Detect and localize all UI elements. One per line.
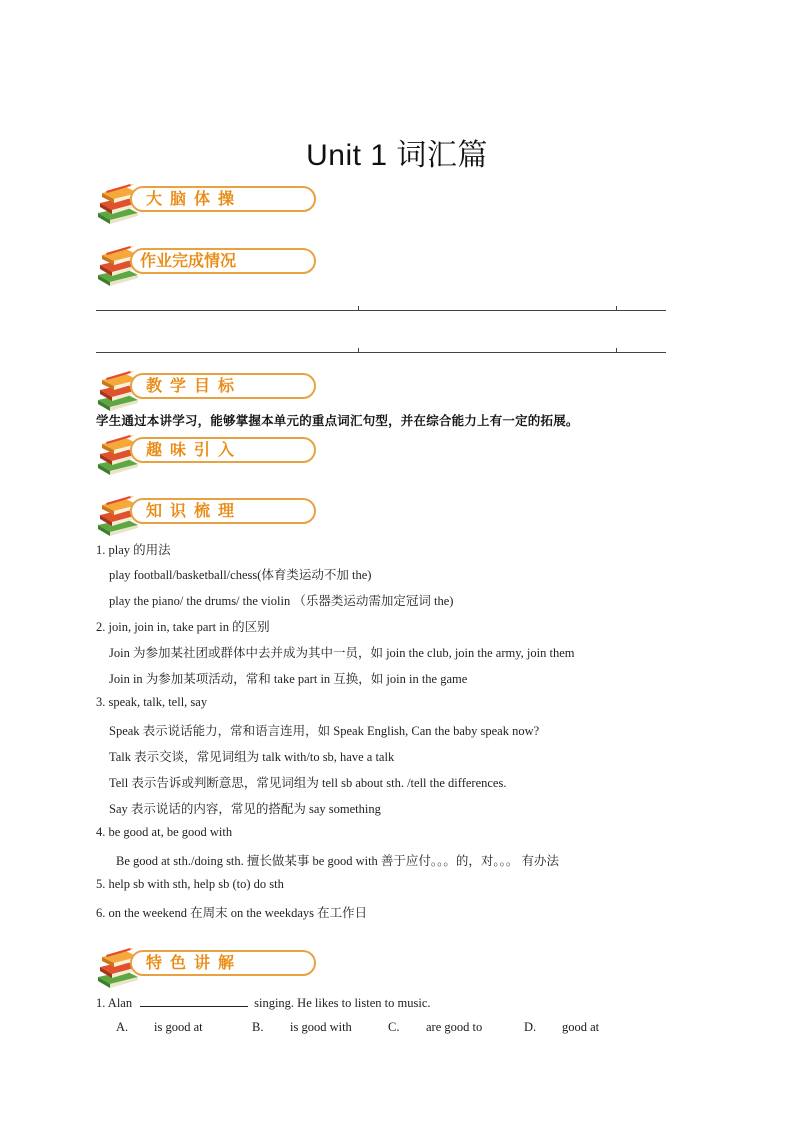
knowledge-detail: play football/basketball/chess(体育类运动不加 the): [109, 568, 372, 582]
knowledge-detail: Join in 为参加某项活动，常和 take part in 互换，如 join in the game: [109, 672, 468, 686]
section-header-brain: [96, 183, 266, 225]
option-letter: D.: [524, 1020, 537, 1034]
question-suffix: singing. He likes to listen to music.: [254, 996, 431, 1010]
knowledge-detail: Join 为参加某社团或群体中去并成为其中一员，如 join the club, join the army, join them: [109, 646, 575, 660]
section-header-intro: [96, 434, 266, 476]
knowledge-detail: Talk 表示交谈，常见词组为 talk with/to sb, have a talk: [109, 750, 395, 764]
knowledge-detail: Say 表示说话的内容，常见的搭配为 say something: [109, 802, 381, 816]
knowledge-detail: play the piano/ the drums/ the violin （乐器类运动需加定冠词 the): [109, 594, 454, 608]
option-letter: C.: [388, 1020, 400, 1034]
section-header-knowledge: [96, 495, 266, 537]
divider-tick: [358, 306, 359, 311]
divider-line: [96, 352, 666, 353]
divider-line: [96, 310, 666, 311]
question-stem: [96, 995, 431, 1011]
divider-tick: [616, 348, 617, 353]
option-text: is good at: [154, 1020, 203, 1034]
section-header-goal: [96, 370, 266, 412]
section-label: 知识梳理: [130, 498, 316, 524]
knowledge-item: 3. speak, talk, tell, say: [96, 695, 208, 709]
question-prefix: 1. Alan: [96, 996, 133, 1010]
option-letter: B.: [252, 1020, 264, 1034]
option-text: is good with: [290, 1020, 352, 1034]
option-text: good at: [562, 1020, 600, 1034]
divider-tick: [358, 348, 359, 353]
divider-tick: [616, 306, 617, 311]
knowledge-item: 6. on the weekend 在周末 on the weekdays 在工作日: [96, 906, 368, 920]
knowledge-detail: Tell 表示告诉或判断意思，常见词组为 tell sb about sth. /tell the differences.: [109, 776, 507, 790]
option-letter: A.: [116, 1020, 129, 1034]
question-options: [116, 1020, 599, 1035]
section-label: 趣味引入: [130, 437, 316, 463]
section-header-homework: [96, 245, 266, 287]
answer-blank: [140, 995, 248, 1007]
knowledge-item: 2. join, join in, take part in 的区别: [96, 620, 270, 634]
option-text: are good to: [426, 1020, 483, 1034]
knowledge-detail: Be good at sth./doing sth. 擅长做某事 be good with 善于应付。。。的，对。。。 有办法: [116, 854, 560, 868]
page-title: Unit 1 词汇篇: [306, 139, 488, 172]
knowledge-detail: Speak 表示说话能力，常和语言连用，如 Speak English, Can the baby speak now?: [109, 724, 540, 738]
section-label: 作业完成情况: [130, 248, 316, 274]
knowledge-item: 1. play 的用法: [96, 543, 171, 557]
knowledge-item: 5. help sb with sth, help sb (to) do sth: [96, 877, 284, 891]
teaching-objective: 学生通过本讲学习，能够掌握本单元的重点词汇句型，并在综合能力上有一定的拓展。: [96, 413, 579, 428]
section-label: 教学目标: [130, 373, 316, 399]
section-label: 特色讲解: [130, 950, 316, 976]
section-label: 大脑体操: [130, 186, 316, 212]
knowledge-item: 4. be good at, be good with: [96, 825, 233, 839]
section-header-feature: [96, 947, 266, 989]
